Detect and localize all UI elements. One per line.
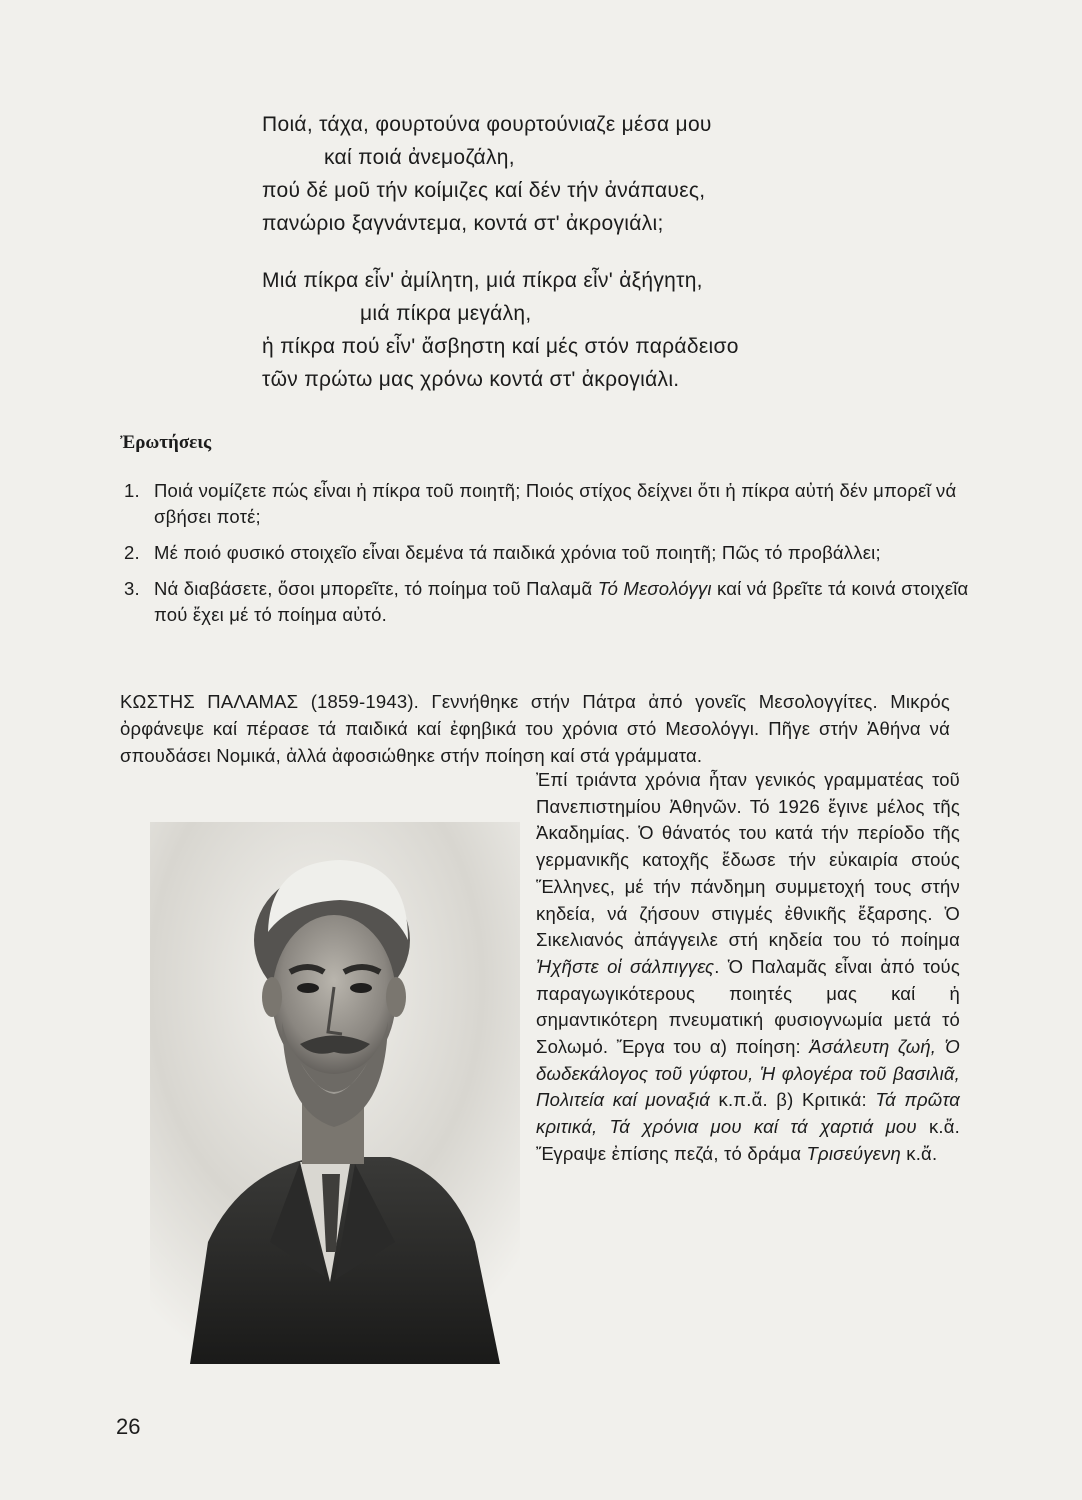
questions-heading: Ἐρωτήσεις xyxy=(120,432,212,453)
poem-line: ἡ πίκρα πού εἶν' ἄσβηστη καί μές στόν παράδεισο xyxy=(262,335,739,358)
question-text: Μέ ποιό φυσικό στοιχεῖο εἶναι δεμένα τά παιδικά χρόνια τοῦ ποιητῆ; Πῶς τό προβάλλει; xyxy=(154,542,881,563)
poem-line: Μιά πίκρα εἶν' ἀμίλητη, μιά πίκρα εἶν' ἀξήγητη, xyxy=(262,269,703,292)
poem-line: πανώριο ξαγνάντεμα, κοντά στ' ἀκρογιάλι; xyxy=(262,212,664,235)
works-critic: Τά πρῶτα κριτικά, Τά χρόνια μου καί τά χαρτιά μου xyxy=(536,1089,960,1138)
poem-line: μιά πίκρα μεγάλη, xyxy=(360,302,532,325)
portrait-illustration xyxy=(150,822,520,1364)
biography-body xyxy=(536,767,960,1168)
poem-line: Ποιά, τάχα, φουρτούνα φουρτούνιαζε μέσα μου xyxy=(262,113,712,136)
question-item xyxy=(124,540,976,566)
question-number: 2. xyxy=(124,542,140,563)
poem-line: καί ποιά ἀνεμοζάλη, xyxy=(324,146,515,169)
works-drama: Τρισεύγενη xyxy=(806,1142,901,1164)
question-text-part: Νά διαβάσετε, ὅσοι μπορεῖτε, τό ποίημα τοῦ Παλαμᾶ xyxy=(154,578,598,599)
poem-line: πού δέ μοῦ τήν κοίμιζες καί δέν τήν ἀνάπαυες, xyxy=(262,179,706,202)
poem-stanza-1 xyxy=(262,108,902,240)
poem xyxy=(262,108,902,420)
question-item xyxy=(124,478,976,530)
question-text: Ποιά νομίζετε πώς εἶναι ἡ πίκρα τοῦ ποιητῆ; Ποιός στίχος δείχνει ὅτι ἡ πίκρα αὐτή δέν μπορεῖ νά σβήσει ποτέ; xyxy=(154,480,957,527)
bio-text: κ.π.ἄ. β) Κριτικά: xyxy=(710,1089,876,1111)
questions-list xyxy=(124,478,976,638)
bio-text: κ.ἄ. xyxy=(900,1142,938,1164)
poem-stanza-2 xyxy=(262,264,902,396)
bio-text: Ἐπί τριάντα χρόνια ἦταν γενικός γραμματέας τοῦ Πανεπιστημίου Ἀθηνῶν. Τό 1926 ἔγινε μέλος τῆς Ἀκαδημίας. Ὁ θάνατός του κατά τήν περίοδο τῆς γερμανικῆς κατοχῆς ἔδωσε τήν εὐκαιρία στούς Ἕλληνες, μέ τήν πάνδημη συμμετοχή τους στήν κηδεία, νά ζήσουν στιγμές ἐθνικῆς ἔξαρσης. Ὁ Σικελιανός ἀπάγγειλε στή κηδεία του τό ποίημα xyxy=(536,769,960,951)
bio-text: . Ὁ Παλαμᾶς εἶναι ἀπό τούς παραγωγικότερους ποιητές μας καί ἡ σημαντικότερη πνευματική φυσιογνωμία μετά τό Σολωμό. Ἔργα του α) ποίηση: xyxy=(536,955,960,1058)
work-title: Ἠχῆστε οἱ σάλπιγγες xyxy=(536,955,715,977)
question-number: 3. xyxy=(124,578,140,599)
question-text xyxy=(154,576,976,628)
poem-line: τῶν πρώτω μας χρόνω κοντά στ' ἀκρογιάλι. xyxy=(262,368,680,391)
question-item xyxy=(124,576,976,628)
question-text-part: καί νά βρεῖτε τά κοινά στοιχεῖα πού ἔχει μέ τό ποίημα αὐτό. xyxy=(154,578,969,625)
page-number: 26 xyxy=(116,1414,141,1439)
poem-title-reference: Τό Μεσολόγγι xyxy=(597,578,712,599)
bio-text: κ.ἄ. Ἔγραψε ἐπίσης πεζά, τό δράμα xyxy=(536,1116,960,1164)
question-number: 1. xyxy=(124,480,140,501)
works-poetry: Ἀσάλευτη ζωή, Ὁ δωδεκάλογος τοῦ γύφτου, Ἡ φλογέρα τοῦ βασιλιᾶ, Πολιτεία καί μοναξιά xyxy=(536,1036,960,1111)
biography-intro: ΚΩΣΤΗΣ ΠΑΛΑΜΑΣ (1859-1943). Γεννήθηκε στήν Πάτρα ἀπό γονεῖς Μεσολογγίτες. Μικρός ὀρφάνεψε καί πέρασε τά παιδικά καί ἐφηβικά του χρόνια στό Μεσολόγγι. Πῆγε στήν Ἀθήνα νά σπουδάσει Νομικά, ἀλλά ἀφοσιώθηκε στήν ποίηση καί στά γράμματα. xyxy=(120,691,950,766)
portrait-photo xyxy=(150,822,520,1364)
